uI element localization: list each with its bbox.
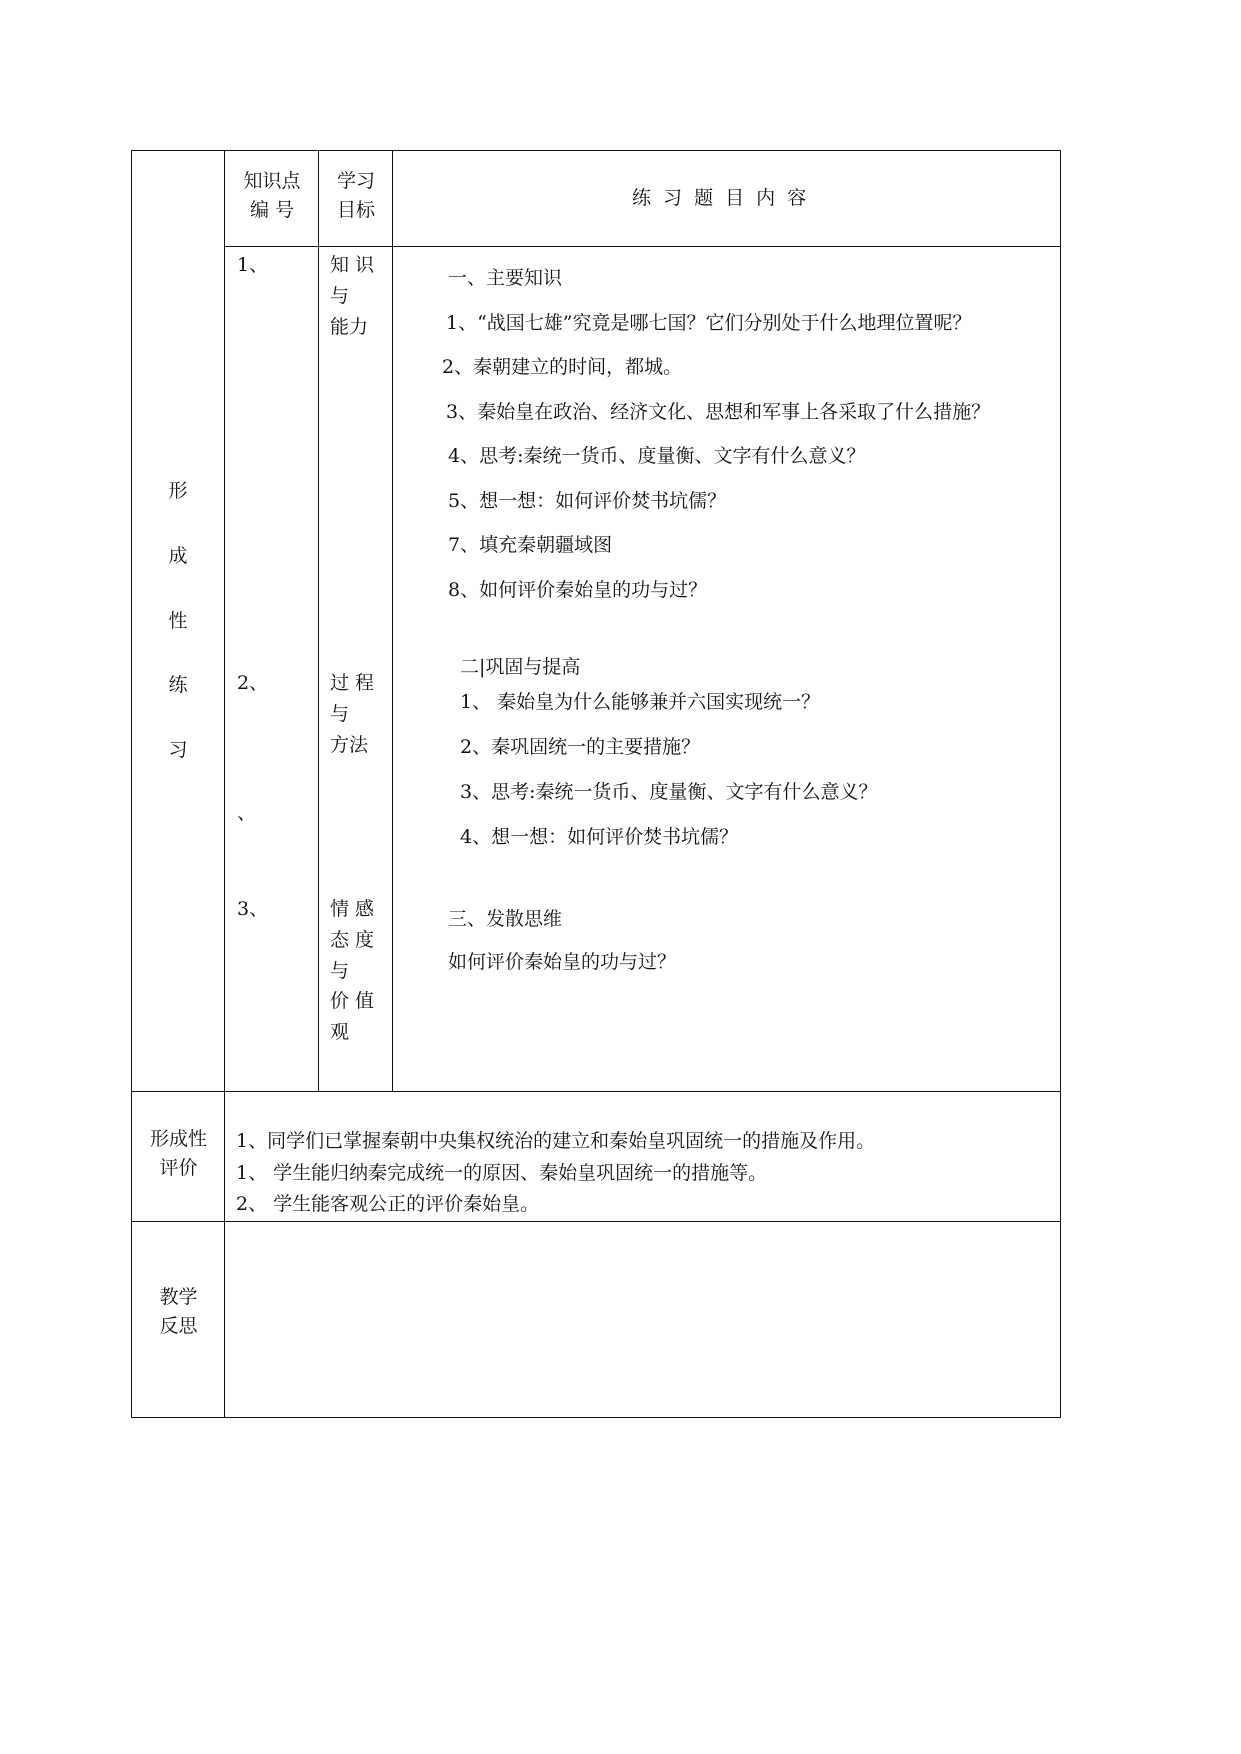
table-col-divider-1 <box>224 150 225 1418</box>
part1-item: 3、秦始皇在政治、经济文化、思想和军事上各采取了什么措施？ <box>446 401 991 423</box>
part1-item: 7、填充秦朝疆域图 <box>448 534 613 556</box>
part1-title: 一、主要知识 <box>448 267 563 289</box>
goal-process-method: 过 程 与 方法 <box>330 672 375 756</box>
evaluation-item: 1、同学们已掌握秦朝中央集权统治的建立和秦始皇巩固统一的措施及作用。 <box>236 1130 876 1152</box>
table-border-bottom <box>131 1417 1061 1418</box>
table-header-divider <box>225 246 1061 247</box>
table-border-right <box>1060 150 1061 1418</box>
reflection-label: 教学 反思 <box>159 1286 198 1337</box>
table-row-divider-evaluation <box>131 1221 1061 1222</box>
goal-knowledge-ability: 知 识 与 能力 <box>330 254 375 338</box>
part2-item: 4、想一想：如何评价焚书坑儒？ <box>460 826 739 848</box>
part1-item: 4、思考:秦统一货币、度量衡、文字有什么意义？ <box>448 445 866 467</box>
evaluation-item: 2、 学生能客观公正的评价秦始皇。 <box>236 1193 540 1215</box>
goal-emotion-attitude-values: 情 感 态 度 与 价 值 观 <box>330 898 375 1044</box>
part3-title: 三、发散思维 <box>448 908 563 930</box>
reflection-content-area <box>226 1223 1060 1417</box>
section-label-formative-practice: 形 成 性 练 习 <box>168 480 188 762</box>
evaluation-item: 1、 学生能归纳秦完成统一的原因、秦始皇巩固统一的措施等。 <box>236 1162 768 1184</box>
part2-item: 2、秦巩固统一的主要措施？ <box>460 736 701 758</box>
point-number-3: 3、 <box>237 898 269 920</box>
header-knowledge-point-number: 知识点 编 号 <box>243 170 301 221</box>
table-row-divider-practice <box>131 1091 1061 1092</box>
header-learning-goal: 学习 目标 <box>336 170 375 221</box>
evaluation-label: 形成性 评价 <box>149 1128 207 1179</box>
point-number-2: 2、 <box>237 672 269 694</box>
part2-item: 3、思考:秦统一货币、度量衡、文字有什么意义？ <box>460 781 878 803</box>
part1-item: 2、秦朝建立的时间，都城。 <box>442 356 683 378</box>
table-border-left <box>131 150 132 1418</box>
part1-item: 5、想一想：如何评价焚书坑儒？ <box>448 490 727 512</box>
point-number-2-extra: 、 <box>237 802 257 824</box>
table-col-divider-3 <box>392 150 393 1092</box>
table-border-top <box>131 150 1061 151</box>
header-exercise-content: 练 习 题 目 内 容 <box>632 187 807 209</box>
part1-item: 8、如何评价秦始皇的功与过？ <box>448 579 708 601</box>
part2-title: 二|巩固与提高 <box>460 656 581 678</box>
part2-item: 1、 秦始皇为什么能够兼并六国实现统一？ <box>460 691 821 713</box>
table-col-divider-2 <box>318 150 319 1092</box>
point-number-1: 1、 <box>237 254 269 276</box>
part1-item: 1、“战国七雄”究竟是哪七国？它们分别处于什么地理位置呢？ <box>446 312 972 334</box>
part3-item: 如何评价秦始皇的功与过？ <box>448 951 677 973</box>
